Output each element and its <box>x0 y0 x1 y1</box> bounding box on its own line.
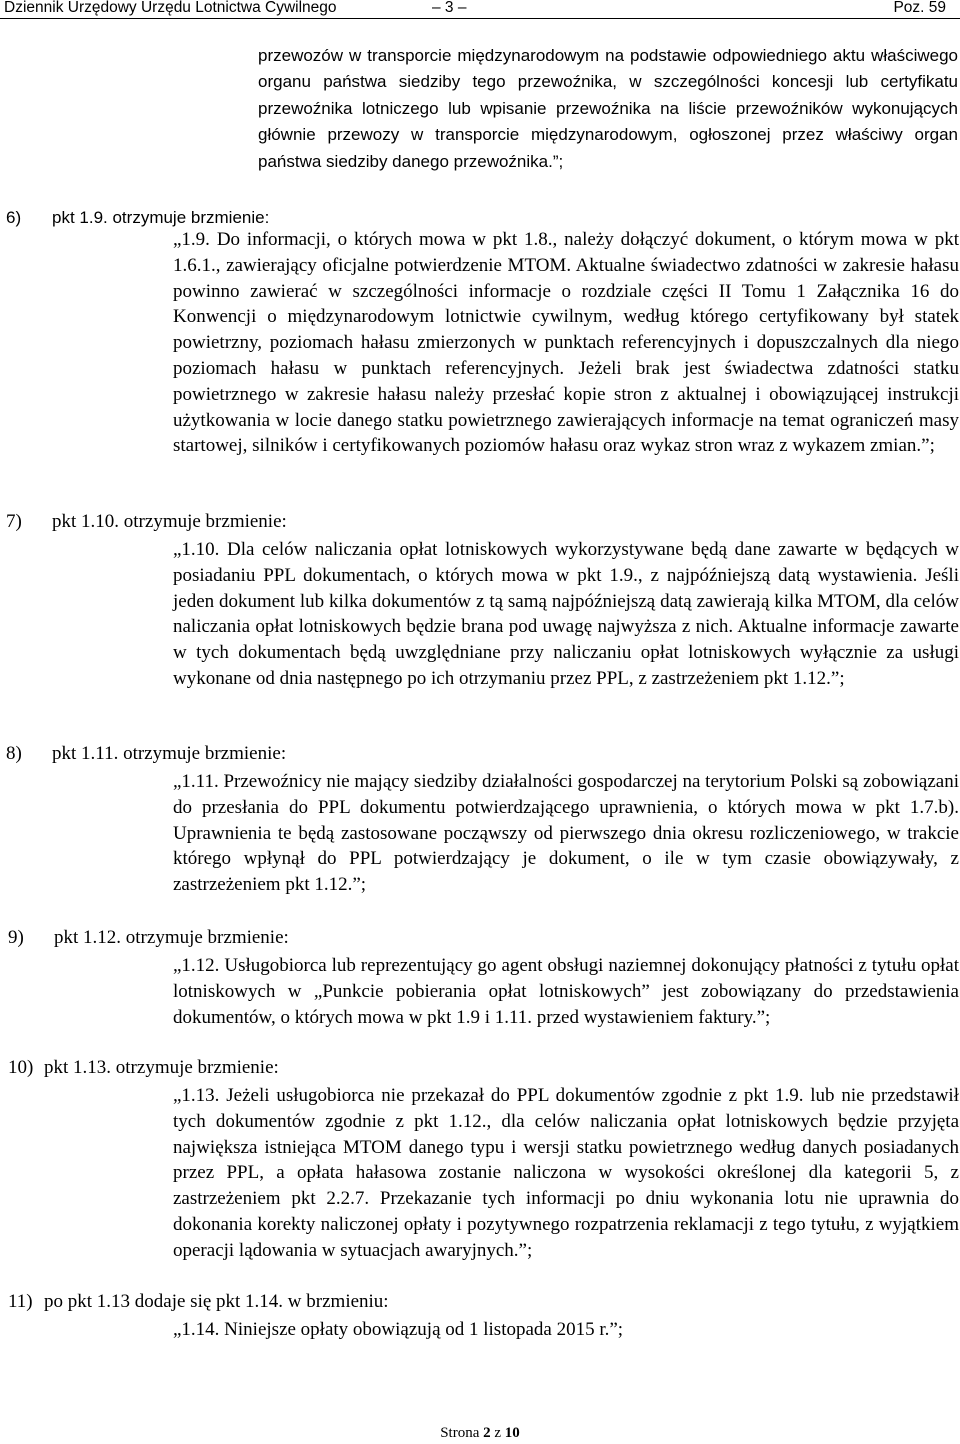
item-number: 6) <box>6 208 22 227</box>
footer-page-number: 2 <box>483 1425 491 1441</box>
item-intro: pkt 1.10. otrzymuje brzmienie: <box>52 511 287 532</box>
footer-mid: z <box>490 1425 505 1441</box>
journal-title: Dziennik Urzędowy Urzędu Lotnictwa Cywilnego <box>4 0 337 16</box>
item-intro: pkt 1.12. otrzymuje brzmienie: <box>54 927 289 948</box>
list-item-7 <box>6 511 287 533</box>
item-number: 10) <box>8 1057 34 1078</box>
item-number: 9) <box>8 927 24 948</box>
item-quote-7: „1.10. Dla celów naliczania opłat lotniskowych wykorzystywane będą dane zawarte w będących w posiadaniu PPL dokumentach, o których mowa w pkt 1.9., z najpóźniejszą datą wystawienia. Jeśli jeden dokument lub kilka dokumentów z tą samą najpóźniejszą datą zawierają kilka MTOM, dla celów naliczania opłat lotniskowych będzie brana pod uwagę najwyższa z nich. Aktualne informacje zawarte w tych dokumentach będą uwzględniane przy naliczaniu opłat lotniskowych wyłącznie za usługi wykonane od dnia następnego po ich otrzymaniu przez PPL, z zastrzeżeniem pkt 1.12.”; <box>173 539 959 689</box>
item-quote-6: „1.9. Do informacji, o których mowa w pkt 1.8., należy dołączyć dokument, o którym mowa w pkt 1.6.1., zawierający oficjalne potwierdzenie MTOM. Aktualne świadectwo zdatności w zakresie hałasu powinno zawierać w szczególności informacje o rozdziale części II Tomu 1 Załącznika 16 do Konwencji o międzynarodowym lotnictwie cywilnym, według którego certyfikowany był statek powietrzny, poziomach hałasu zmierzonych w punktach referencyjnych i dopuszczalnych dla niego poziomach hałasu w punktach referencyjnych. Jeżeli brak jest świadectwa zdatności statku powietrznego w zakresie hałasu należy przesłać kopie stron z aktualnej i obowiązującej instrukcji użytkowania w locie danego statku powietrznego zawierających informacje na temat ograniczeń masy startowej, silników i certyfikowanych poziomów hałasu oraz wykaz stron wraz z wykazem zmian.”; <box>173 229 959 457</box>
list-item-8 <box>6 743 286 765</box>
position-number: Poz. 59 <box>893 0 946 16</box>
item-intro: po pkt 1.13 dodaje się pkt 1.14. w brzmieniu: <box>44 1291 389 1312</box>
item-quote-10: „1.13. Jeżeli usługobiorca nie przekazał do PPL dokumentów zgodnie z pkt 1.9. lub nie przedstawił tych dokumentów zgodnie z pkt 1.12., dla celów naliczania opłat lotniskowych będzie przyjęta największa istniejąca MTOM danego typu i wersji statku powietrznego według danych posiadanych przez PPL, a opłata hałasowa zostanie naliczona w wysokości określonej dla kategorii 5, z zastrzeżeniem pkt 2.2.7. Przekazanie tych informacji po dniu wykonania lotu nie uprawnia do dokonania korekty naliczonej opłaty i pozytywnego rozpatrzenia reklamacji z tego tytułu, z wyjątkiem operacji lądowania w sytuacjach awaryjnych.”; <box>173 1085 959 1261</box>
item-number: 11) <box>8 1291 33 1312</box>
item-number: 8) <box>6 743 22 764</box>
item-intro: pkt 1.13. otrzymuje brzmienie: <box>44 1057 279 1078</box>
item-quote-8: „1.11. Przewoźnicy nie mający siedziby działalności gospodarczej na terytorium Polski są zobowiązani do przesłania do PPL dokumentu potwierdzającego uprawnienia, o których mowa w pkt 1.7.b). Uprawnienia te będą zastosowane począwszy od pierwszego dnia okresu rozliczeniowego, w trakcie którego wpłynął do PPL potwierdzający je dokument, o ile w tym czasie obowiązywały, z zastrzeżeniem pkt 1.12.”; <box>173 771 959 896</box>
list-item-9 <box>8 927 289 949</box>
header-rule <box>0 18 960 19</box>
item-intro: pkt 1.11. otrzymuje brzmienie: <box>52 743 287 764</box>
list-item-6 <box>6 208 269 228</box>
footer-page-total: 10 <box>504 1425 520 1441</box>
page-header <box>0 0 960 20</box>
page-footer <box>0 1425 960 1442</box>
item-quote-11: „1.14. Niniejsze opłaty obowiązują od 1 listopada 2015 r.”; <box>173 1319 624 1340</box>
list-item-11 <box>8 1291 389 1313</box>
page-marker: – 3 – <box>432 0 467 16</box>
list-item-10 <box>8 1057 279 1079</box>
continuation-paragraph: przewozów w transporcie międzynarodowym na podstawie odpowiedniego aktu właściwego organu państwa siedziby tego przewoźnika, w szczególności koncesji lub certyfikatu przewoźnika lotniczego lub wpisanie przewoźnika na liście przewoźników wykonujących głównie przewozy w transporcie międzynarodowym, ogłoszonej przez właściwy organ państwa siedziby danego przewoźnika.”; <box>258 46 958 171</box>
item-number: 7) <box>6 511 22 532</box>
item-intro: pkt 1.9. otrzymuje brzmienie: <box>52 208 270 227</box>
item-quote-9: „1.12. Usługobiorca lub reprezentujący go agent obsługi naziemnej dokonujący płatności z tytułu opłat lotniskowych w „Punkcie pobierania opłat lotniskowych” jest zobowiązany do przedstawienia dokumentów, o których mowa w pkt 1.9 i 1.11. przed wystawieniem faktury.”; <box>173 955 959 1028</box>
footer-prefix: Strona <box>440 1425 484 1441</box>
